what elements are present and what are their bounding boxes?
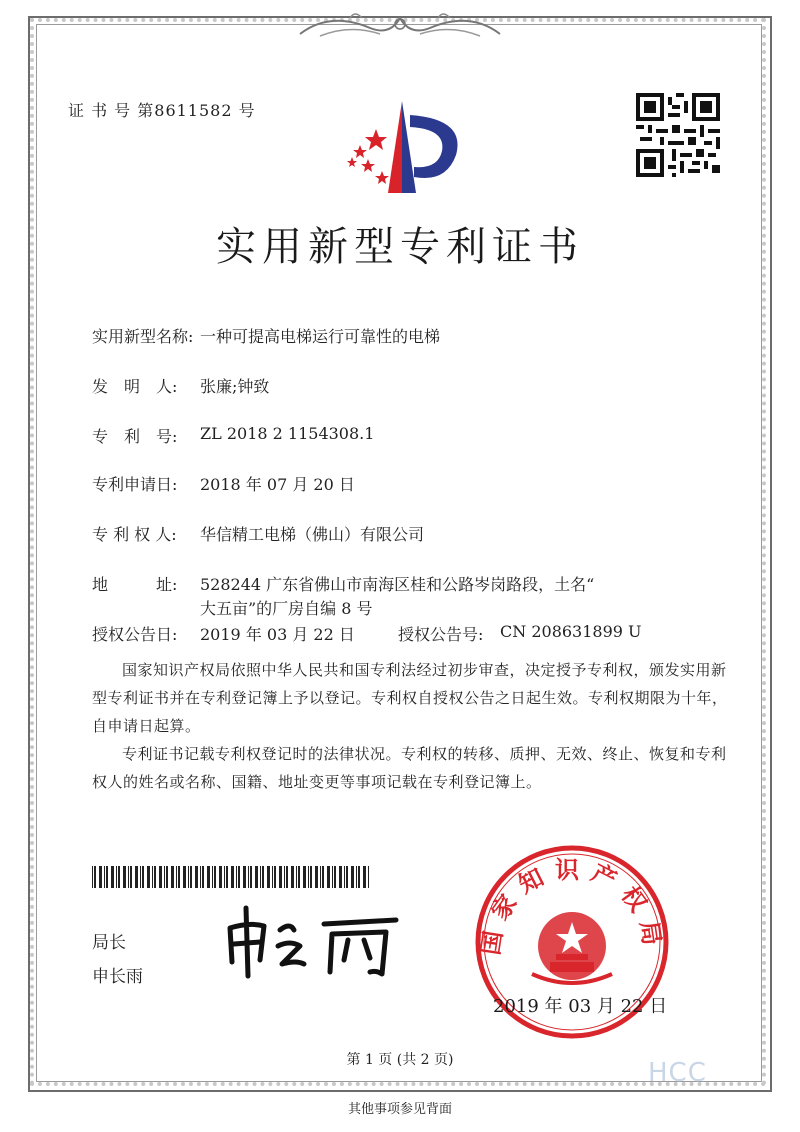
patent-number-label: 专 利 号: — [92, 427, 178, 446]
body-paragraph-2: 专利证书记载专利权登记时的法律状况。专利权的转移、质押、无效、终止、恢复和专利权人的姓名或名称、国籍、地址变更等事项记载在专利登记簿上。 — [92, 745, 727, 791]
barcode — [92, 866, 372, 888]
address-line-2: 大五亩”的厂房自编 8 号 — [200, 599, 373, 618]
qr-code — [636, 93, 720, 177]
top-ornament — [290, 6, 510, 46]
signatory-title: 局长 — [92, 933, 126, 953]
footer-note: 其他事项参见背面 — [347, 1102, 452, 1117]
application-date-label: 专利申请日: — [92, 475, 178, 494]
grant-date-value: 2019 年 03 月 22 日 — [200, 625, 355, 644]
inventor-value: 张廉;钟致 — [200, 377, 270, 396]
patentee-label: 专 利 权 人: — [92, 525, 177, 544]
name-label: 实用新型名称: — [92, 327, 194, 346]
name-value: 一种可提高电梯运行可靠性的电梯 — [200, 327, 441, 346]
address-label: 地 址: — [92, 575, 178, 594]
grant-number-value: CN 208631899 U — [500, 622, 642, 641]
seal-date: 2019 年 03 月 22 日 — [493, 996, 668, 1017]
certificate-number: 证 书 号 第8611582 号 — [68, 101, 256, 120]
grant-date-label: 授权公告日: — [92, 625, 178, 644]
application-date-value: 2018 年 07 月 20 日 — [200, 475, 355, 494]
watermark: HCC — [648, 1058, 707, 1088]
cnipa-logo — [338, 93, 466, 203]
svg-text:国家知识产权局: 国家知识产权局 — [476, 856, 668, 957]
page-number: 第 1 页 (共 2 页) — [346, 1052, 454, 1068]
patent-number-value: ZL 2018 2 1154308.1 — [200, 424, 375, 443]
grant-number-label: 授权公告号: — [398, 625, 484, 644]
certificate-title: 实用新型专利证书 — [216, 224, 584, 270]
signatory-name: 申长雨 — [92, 967, 143, 987]
patentee-value: 华信精工电梯（佛山）有限公司 — [200, 525, 425, 544]
inventor-label: 发 明 人: — [92, 377, 178, 396]
address-line-1: 528244 广东省佛山市南海区桂和公路岑岗路段，土名“ — [200, 575, 595, 594]
handwritten-signature — [220, 900, 410, 980]
body-paragraph-1: 国家知识产权局依照中华人民共和国专利法经过初步审查，决定授予专利权，颁发实用新型专利证书并在专利登记簿上予以登记。专利权自授权公告之日起生效。专利权期限为十年，自申请日起算。 — [92, 661, 728, 735]
